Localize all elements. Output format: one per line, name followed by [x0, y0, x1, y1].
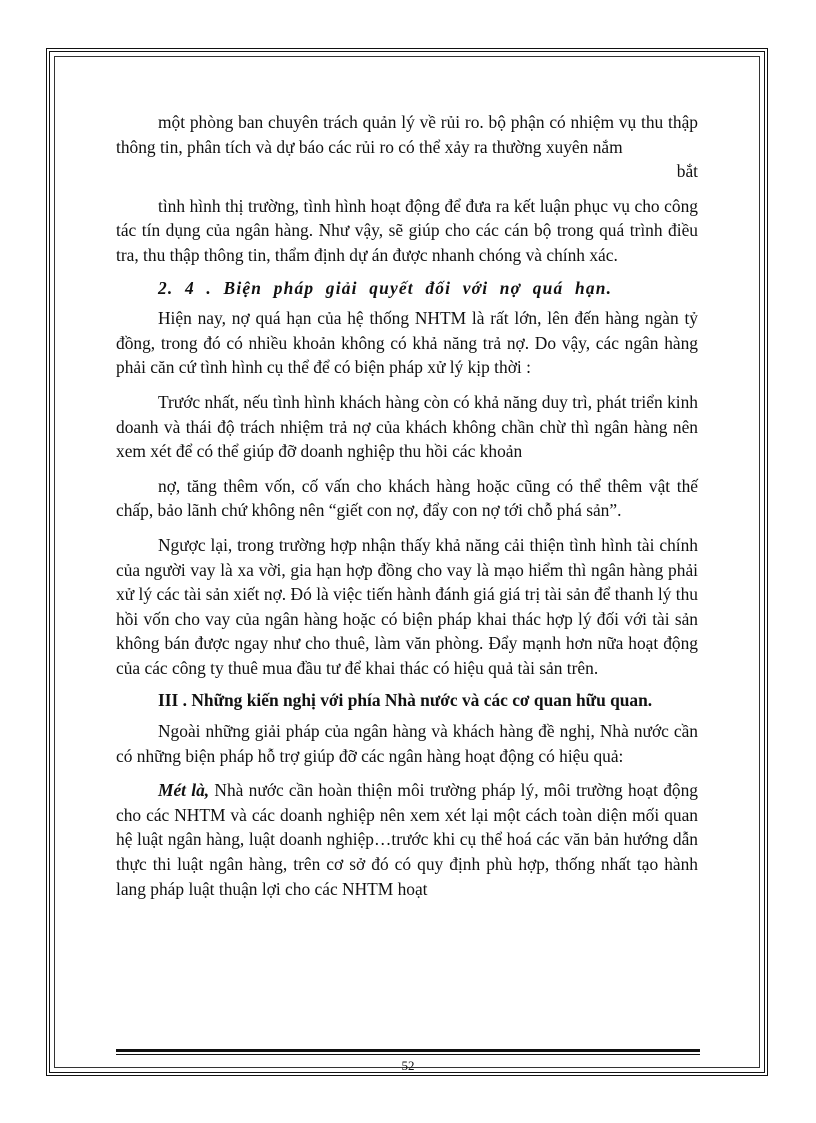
document-body — [116, 110, 698, 901]
section-heading-2-4: 2. 4 . Biện pháp giải quyết đối với nợ quá hạn. — [158, 277, 613, 298]
paragraph-8 — [116, 778, 698, 901]
paragraph-8-lead: Mét là, — [158, 780, 210, 801]
paragraph-7: Ngoài những giải pháp của ngân hàng và khách hàng đề nghị, Nhà nước cần có những biện pháp hỗ trợ giúp đỡ các ngân hàng hoạt động có hiệu quả: — [116, 721, 698, 766]
page-number: 52 — [401, 1058, 415, 1073]
paragraph-1: một phòng ban chuyên trách quản lý về rủi ro. bộ phận có nhiệm vụ thu thập thông tin, phân tích và dự báo các rủi ro có thể xảy ra thường xuyên nắm — [116, 112, 698, 157]
paragraph-1-tail: bắt — [676, 161, 698, 182]
paragraph-5: nợ, tăng thêm vốn, cố vấn cho khách hàng hoặc cũng có thể thêm vật thế chấp, bảo lãnh chứ không nên “giết con nợ, đẩy con nợ tới chỗ phá sản”. — [116, 475, 698, 521]
paragraph-6: Ngược lại, trong trường hợp nhận thấy khả năng cải thiện tình hình tài chính của người vay là xa vời, gia hạn hợp đồng cho vay là mạo hiểm thì ngân hàng phải xử lý các tài sản xiết nợ. Đó là việc tiến hành đánh giá giá trị tài sản để thanh lý thu hồi vốn cho vay của ngân hàng hoặc có biện pháp khai thác hợp lý đối với tài sản không bán được ngay như cho thuê, làm văn phòng. Đẩy mạnh hơn nữa hoạt động của các công ty thuê mua đầu tư để khai thác có hiệu quả tài sản trên. — [116, 534, 698, 678]
section-heading-III: III . Những kiến nghị với phía Nhà nước và các cơ quan hữu quan. — [158, 690, 653, 711]
footer-rule-thin — [116, 1054, 700, 1055]
paragraph-2: tình hình thị trường, tình hình hoạt động để đưa ra kết luận phục vụ cho công tác tín dụng của ngân hàng. Như vậy, sẽ giúp cho các cán bộ trong quá trình điều tra, thu thập thông tin, thẩm định dự án được nhanh chóng và chính xác. — [116, 195, 698, 265]
footer-rule-thick — [116, 1049, 700, 1052]
paragraph-3: Hiện nay, nợ quá hạn của hệ thống NHTM là rất lớn, lên đến hàng ngàn tỷ đồng, trong đó có nhiều khoản không có khả năng trả nợ. Do vậy, các ngân hàng phải căn cứ tình hình cụ thể để có biện pháp xử lý kịp thời : — [116, 308, 698, 378]
paragraph-8-body: Nhà nước cần hoàn thiện môi trường pháp lý, môi trường hoạt động cho các NHTM và các doanh nghiệp nên xem xét lại một cách toàn diện mối quan hệ luật ngân hàng, luật doanh nghiệp…trước khi cụ thể hoá các văn bản hướng dẫn thực thi luật ngân hàng, trên cơ sở đó có quy định phù hợp, thống nhất tạo hành lang pháp luật thuận lợi cho các NHTM hoạt — [116, 780, 698, 899]
paragraph-4: Trước nhất, nếu tình hình khách hàng còn có khả năng duy trì, phát triển kinh doanh và thái độ trách nhiệm trả nợ của khách không chần chừ thì ngân hàng nên xem xét để có thể giúp đỡ doanh nghiệp thu hồi các khoản — [116, 391, 698, 462]
